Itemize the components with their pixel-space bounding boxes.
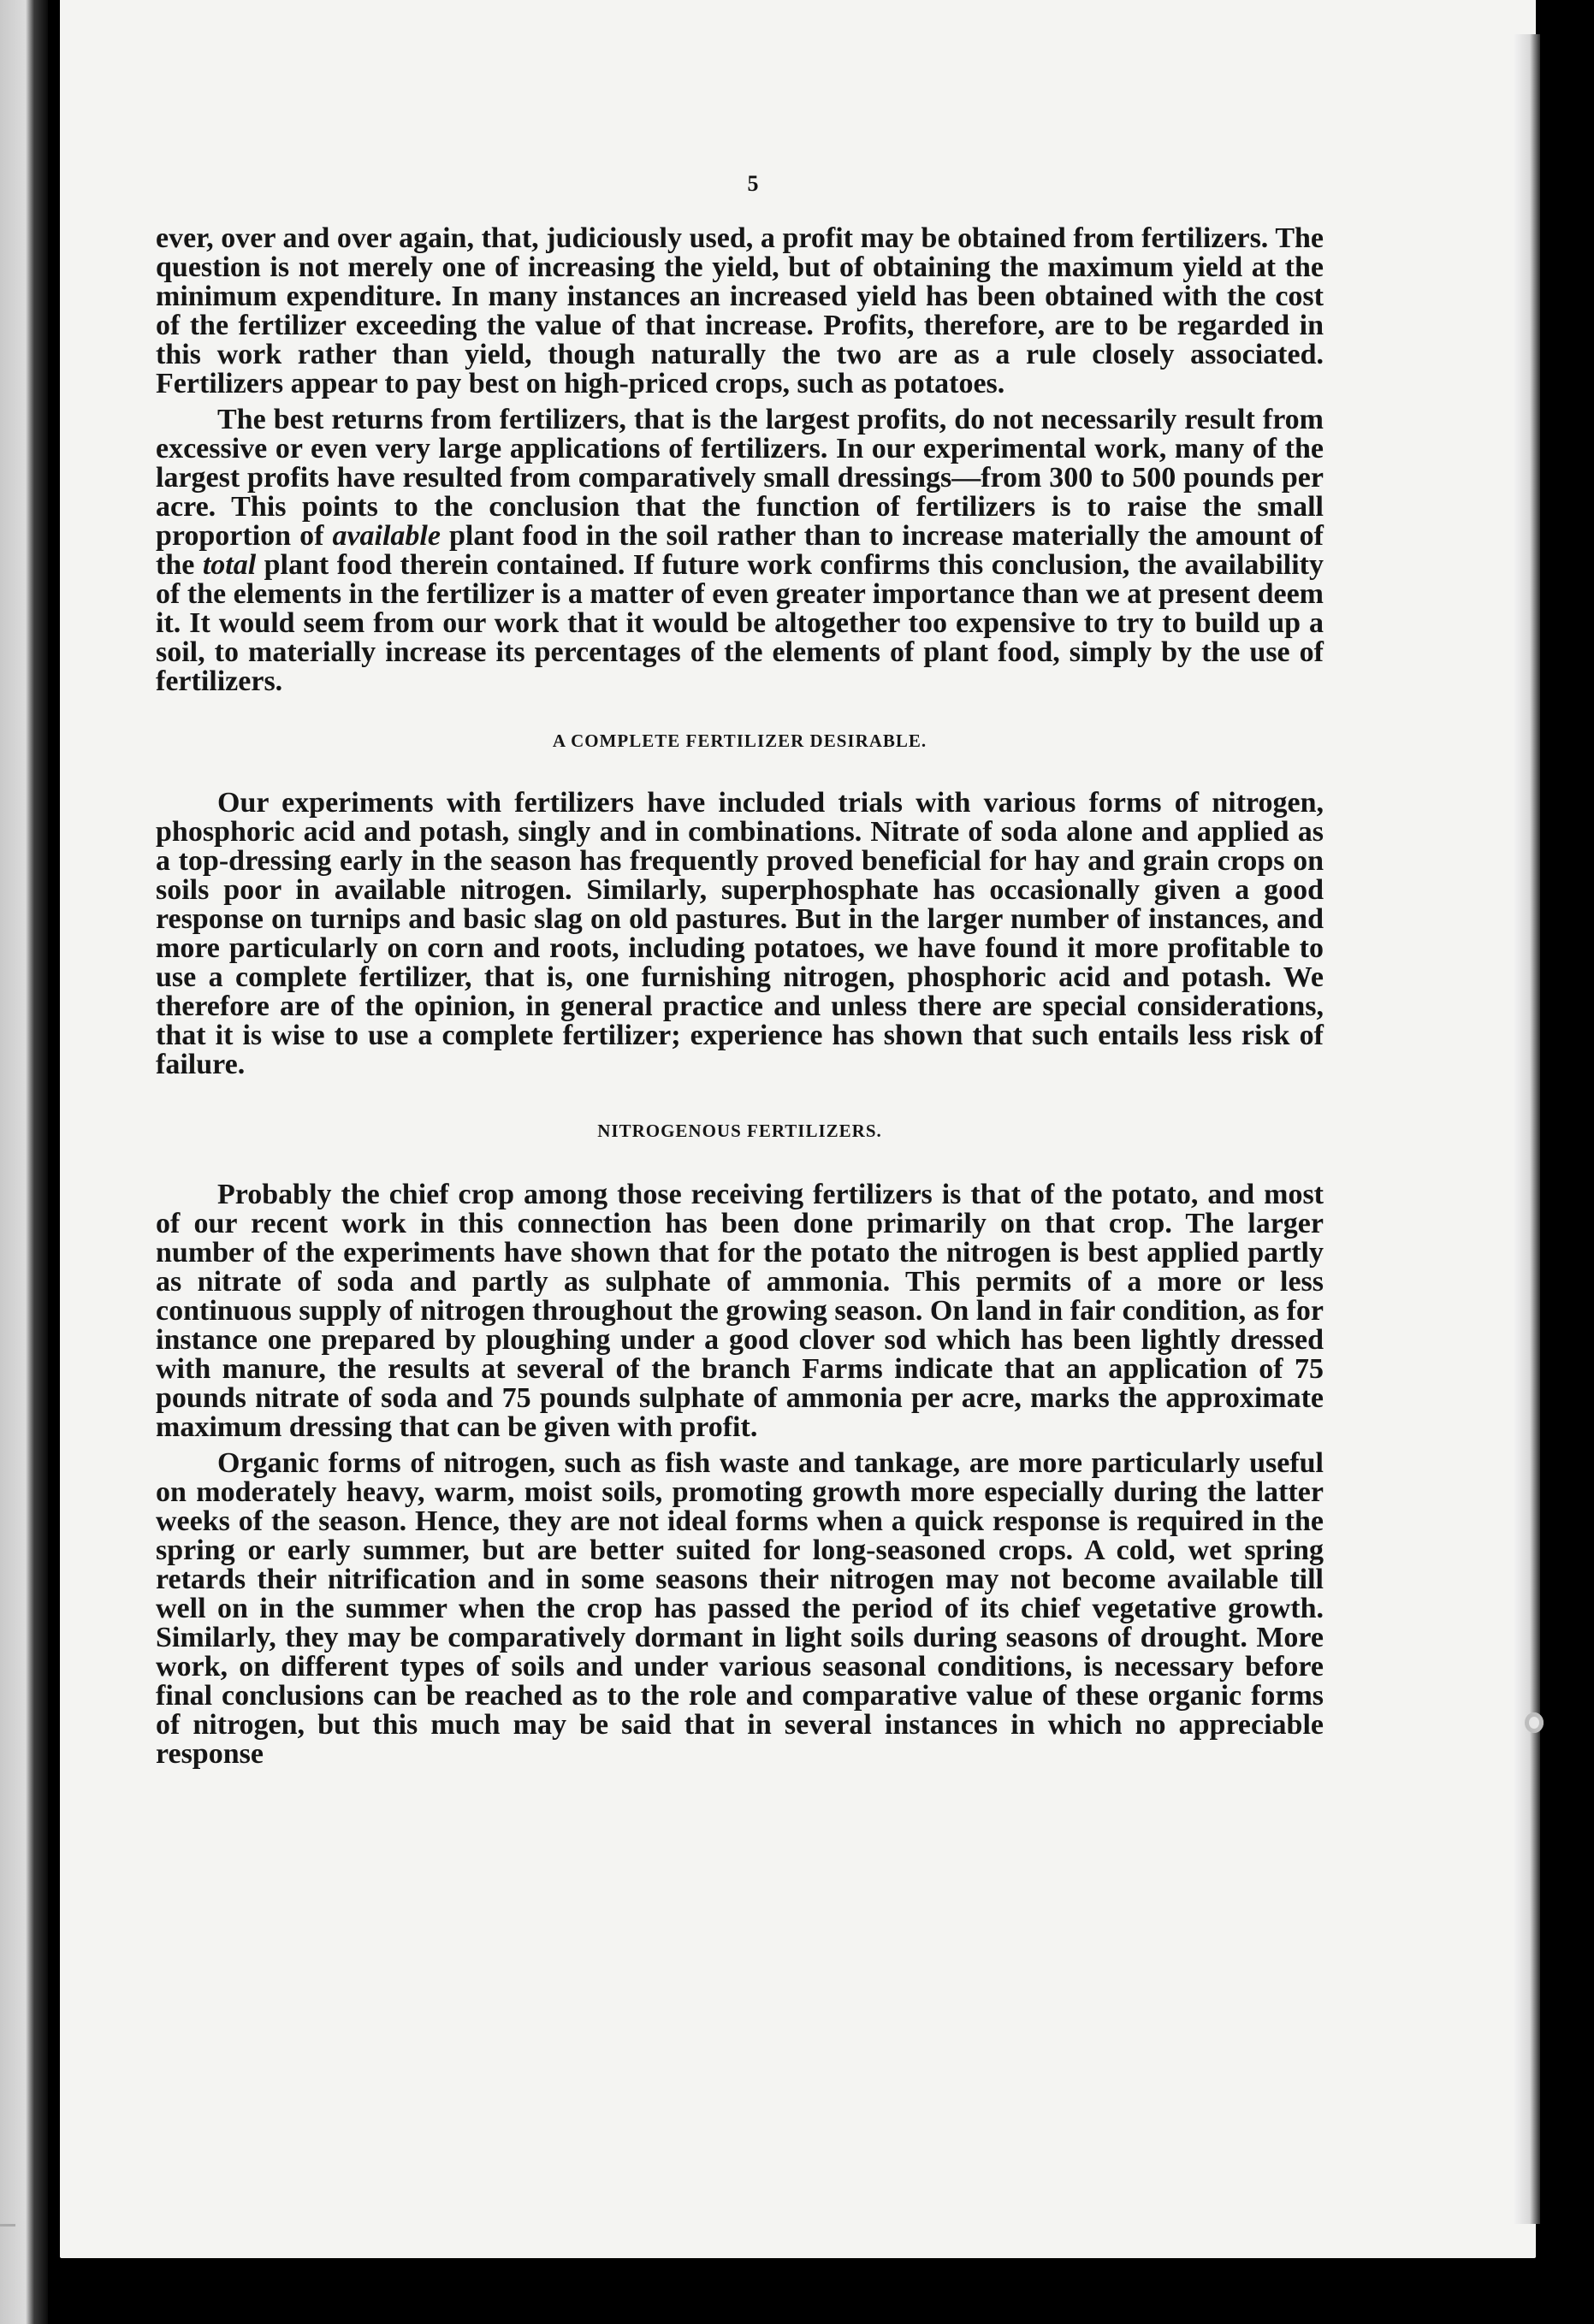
paragraph-3: Our experiments with fertilizers have included trials with various forms of nitrogen, phosphoric acid and potash, singly and in combinations. Nitrate of soda alone and applied as a top-dressing early in the season has frequently proved beneficial for hay and grain crops on soils poor in available nitrogen. Similarly, superphosphate has occasionally given a good response on turnips and basic slag on old pastures. But in the larger number of instances, and more particularly on corn and roots, including potatoes, we have found it more profitable to use a complete fertilizer, that is, one furnishing nitrogen, phosphoric acid and potash. We therefore are of the opinion, in general practice and unless there are special considerations, that it is wise to use a complete fertilizer; experience has shown that such entails less risk of failure. — [156, 787, 1324, 1080]
paragraph-2-part-c: plant food therein contained. If future work confirms this conclusion, the availability of the elements in the fertilizer is a matter of even greater importance than we at present deem it. It would seem from our work that it would be altogether too expensive to try to build up a soil, to materially increase its percentages of the elements of plant food, simply by the use of fertilizers. — [156, 549, 1324, 697]
page-number: 5 — [747, 171, 759, 196]
section-heading-complete-fertilizer: A COMPLETE FERTILIZER DESIRABLE. — [552, 730, 927, 751]
paragraph-2-part-b: plant food in the soil rather than to increase materially the amount of the — [156, 520, 1324, 581]
emphasis-total: total — [202, 549, 257, 581]
edge-tick — [0, 2224, 15, 2226]
section-heading-nitrogenous-fertilizers: NITROGENOUS FERTILIZERS. — [597, 1121, 882, 1141]
emphasis-available: available — [332, 520, 441, 552]
page-edge — [1514, 34, 1540, 2224]
paragraph-5: Organic forms of nitrogen, such as fish waste and tankage, are more particularly useful on moderately heavy, warm, moist soils, promoting growth more especially during the latter weeks of the season. Hence, they are not ideal forms when a quick response is required in the spring or early summer, but are better suited for long-seasoned crops. A cold, wet spring retards their nitrification and in some seasons their nitrogen may not become available till well on in the summer when the crop has passed the period of its chief vegetative growth. Similarly, they may be comparatively dormant in light soils during seasons of drought. More work, on different types of soils and under various seasonal conditions, is necessary before final conclusions can be reached as to the role and comparative value of these organic forms of nitrogen, but this much may be said that in several instances in which no appreciable response — [156, 1447, 1324, 1770]
paragraph-2 — [156, 405, 1324, 696]
binding-edge — [0, 0, 48, 2324]
page-body — [156, 224, 1324, 1769]
paragraph-2-part-a: The best returns from fertilizers, that is the largest profits, do not necessarily result from excessive or even very large applications of fertilizers. In our experimental work, many of the largest profits have resulted from comparatively small dressings—from 300 to 500 pounds per acre. This points to the conclusion that the function of fertilizers is to raise the small proportion of — [156, 404, 1324, 552]
paragraph-1: ever, over and over again, that, judiciously used, a profit may be obtained from fertilizers. The question is not merely one of increasing the yield, but of obtaining the maximum yield at the minimum expenditure. In many instances an increased yield has been obtained with the cost of the fertilizer exceeding the value of that increase. Profits, therefore, are to be regarded in this work rather than yield, though naturally the two are as a rule closely associated. Fertilizers appear to pay best on high-priced crops, such as potatoes. — [156, 222, 1324, 399]
ink-blot — [1525, 1712, 1544, 1733]
paragraph-4: Probably the chief crop among those receiving fertilizers is that of the potato, and most of our recent work in this connection has been done primarily on that crop. The larger number of the experiments have shown that for the potato the nitrogen is best applied partly as nitrate of soda and partly as sulphate of ammonia. This permits of a more or less continuous supply of nitrogen throughout the growing season. On land in fair condition, as for instance one prepared by ploughing under a good clover sod which has been lightly dressed with manure, the results at several of the branch Farms indicate that an application of 75 pounds nitrate of soda and 75 pounds sulphate of ammonia per acre, marks the approximate maximum dressing that can be given with profit. — [156, 1179, 1324, 1443]
